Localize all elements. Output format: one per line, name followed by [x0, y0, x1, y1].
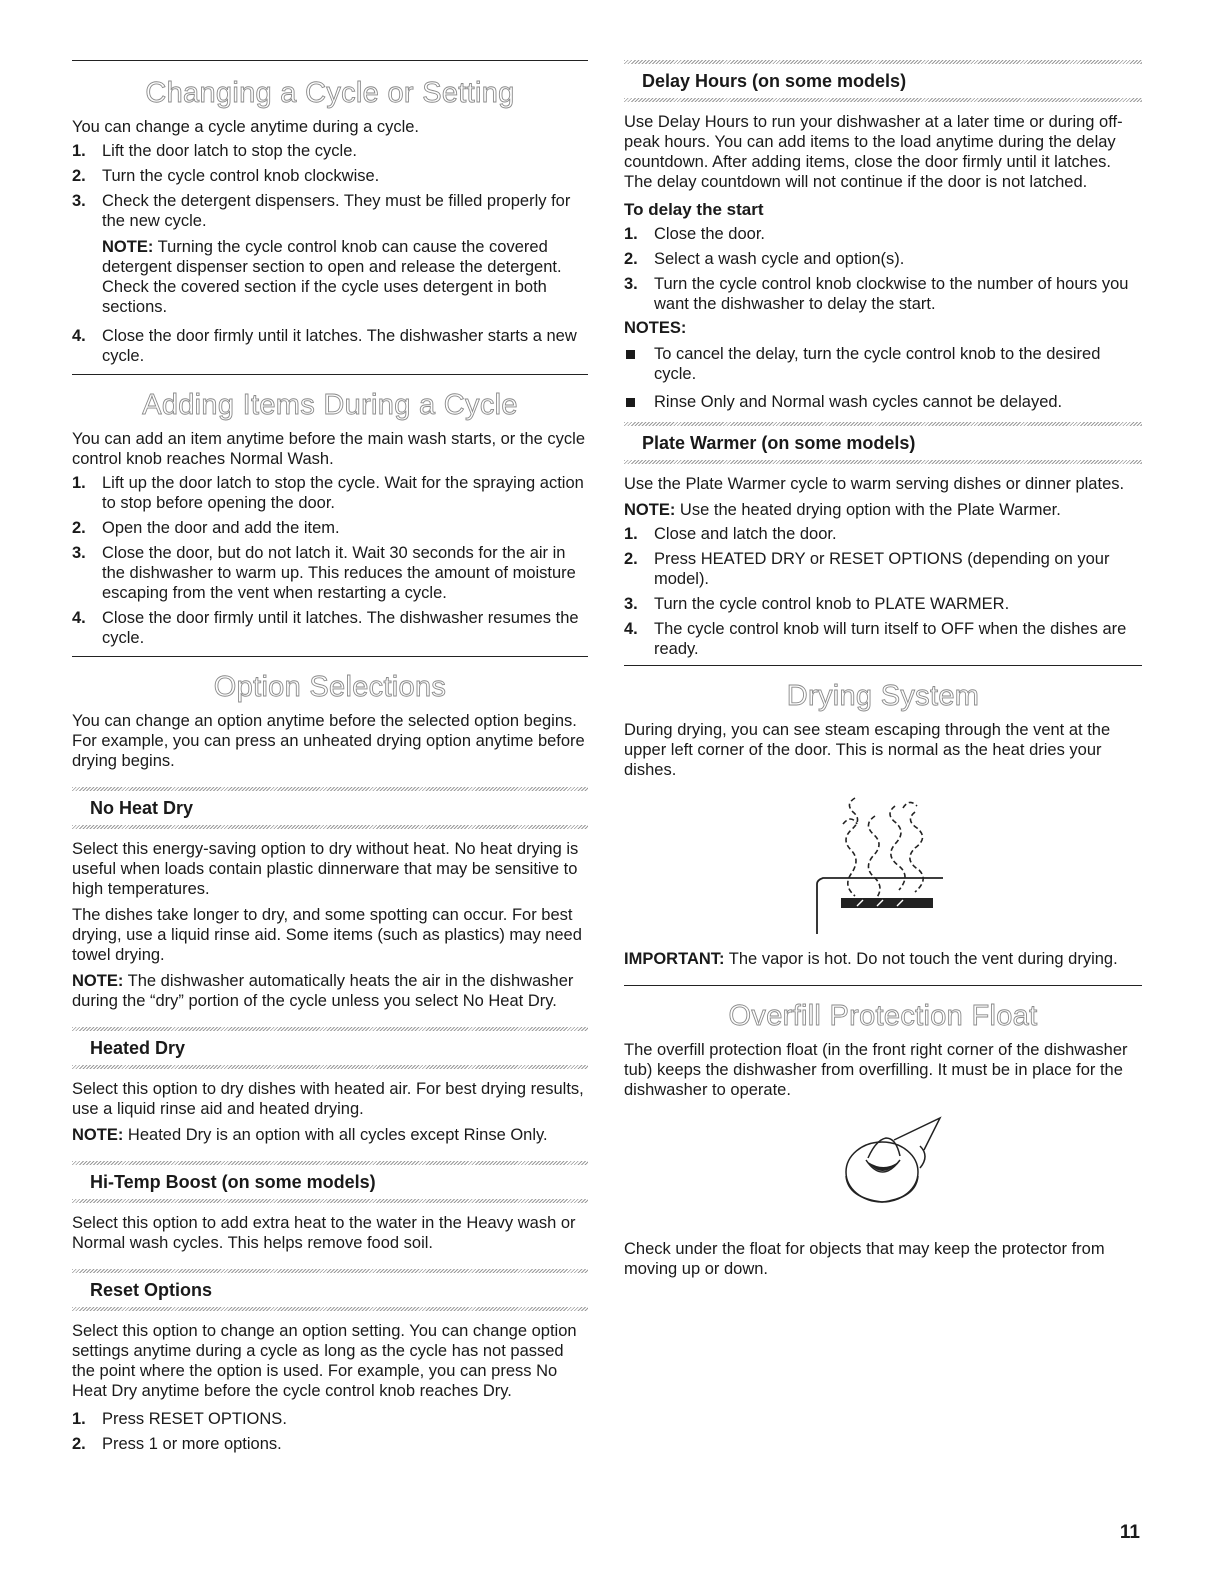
plate-note: NOTE: Use the heated drying option with the Plate Warmer.	[624, 501, 1061, 519]
steam-vent-icon	[803, 788, 963, 938]
hatched-rule	[72, 825, 588, 829]
list-item: 1. Close the door.	[624, 225, 765, 243]
delay-notes-heading: NOTES:	[624, 319, 687, 337]
list-item: 1. Close and latch the door.	[624, 525, 837, 543]
plate-steps	[624, 524, 1142, 659]
list-item: 4. Close the door firmly until it latches. The dishwasher resumes the cycle.	[72, 609, 579, 647]
drying-important: IMPORTANT: The vapor is hot. Do not touch the vent during drying.	[624, 950, 1118, 968]
list-item: 1. Lift up the door latch to stop the cycle. Wait for the spraying action to stop before opening the door.	[72, 474, 584, 512]
list-item: 2. Select a wash cycle and option(s).	[624, 250, 905, 268]
section-title-drying-system: Drying System	[786, 680, 980, 712]
list-item: 2. Press 1 or more options.	[72, 1435, 282, 1453]
bullet-icon	[624, 392, 654, 412]
hitemp-p1: Select this option to add extra heat to the water in the Heavy wash or Normal wash cycles. This helps remove food soil.	[72, 1214, 576, 1252]
subsection-heading: Reset Options	[90, 1280, 213, 1300]
subsection-delay-hours	[624, 60, 1142, 102]
list-item: 2. Open the door and add the item.	[72, 519, 340, 537]
section-title-adding-items: Adding Items During a Cycle	[142, 389, 518, 421]
no-heat-note: NOTE: The dishwasher automatically heats the air in the dishwasher during the “dry” portion of the cycle unless you select No Heat Dry.	[72, 972, 574, 1010]
hatched-rule	[72, 1065, 588, 1069]
adding-intro: You can add an item anytime before the main wash starts, or the cycle control knob reaches Normal Wash.	[72, 430, 585, 468]
list-item: 4. The cycle control knob will turn itself to OFF when the dishes are ready.	[624, 620, 1127, 658]
reset-p1: Select this option to change an option setting. You can change option settings anytime during a cycle as long as the cycle has not passed the point where the option is used. For example, you can press No Heat Dry anytime before the cycle control knob reaches Dry.	[72, 1322, 577, 1400]
list-item: 3. Turn the cycle control knob clockwise to the number of hours you want the dishwasher to delay the start.	[624, 275, 1129, 313]
changing-intro: You can change a cycle anytime during a cycle.	[72, 118, 420, 136]
section-title-overfill-float: Overfill Protection Float	[728, 1000, 1038, 1032]
reset-steps	[72, 1409, 588, 1454]
float-icon	[808, 1116, 958, 1216]
subsection-hi-temp-boost	[72, 1161, 588, 1203]
hatched-rule	[72, 1199, 588, 1203]
no-heat-p1: Select this energy-saving option to dry without heat. No heat drying is useful when loads contain plastic dinnerware that may be sensitive to high temperatures.	[72, 840, 579, 898]
list-item: 1. Press RESET OPTIONS.	[72, 1410, 287, 1428]
list-item: 3. Check the detergent dispensers. They must be filled properly for the new cycle. NOTE: Turning the cycle control knob can cause the covered detergent dispenser section to open and release the detergent. Check the covered section if the cycle uses detergent in both sections.	[72, 191, 588, 321]
options-intro: You can change an option anytime before the selected option begins. For example, you can press an unheated drying option anytime before drying begins.	[72, 712, 585, 770]
delay-steps	[624, 224, 1142, 314]
list-item: 3. Turn the cycle control knob to PLATE WARMER.	[624, 595, 1010, 613]
hatched-rule	[624, 98, 1142, 102]
subsection-plate-warmer	[624, 422, 1142, 464]
section-title-option-selections: Option Selections	[213, 671, 447, 703]
subsection-no-heat-dry	[72, 787, 588, 829]
changing-steps	[72, 141, 588, 366]
plate-p1: Use the Plate Warmer cycle to warm serving dishes or dinner plates.	[624, 475, 1125, 493]
overfill-float-illustration	[624, 1116, 1142, 1221]
list-item: 2. Turn the cycle control knob clockwise.	[72, 167, 380, 185]
no-heat-p2: The dishes take longer to dry, and some spotting can occur. For best drying, use a liquid rinse aid. Some items (such as plastics) may need towel drying.	[72, 906, 582, 964]
section-rule	[72, 656, 588, 657]
subsection-heading: Hi-Temp Boost (on some models)	[90, 1172, 376, 1192]
list-item: 3. Close the door, but do not latch it. Wait 30 seconds for the air in the dishwasher to warm up. This reduces the amount of moisture escaping from the vent when restarting a cycle.	[72, 544, 576, 602]
list-item: 2. Press HEATED DRY or RESET OPTIONS (depending on your model).	[624, 550, 1110, 588]
section-title-changing-cycle: Changing a Cycle or Setting	[145, 77, 515, 109]
bullet-icon	[624, 344, 654, 384]
list-item: 4. Close the door firmly until it latches. The dishwasher starts a new cycle.	[72, 327, 577, 365]
delay-start-heading: To delay the start	[624, 200, 764, 219]
list-item: Rinse Only and Normal wash cycles cannot be delayed.	[624, 392, 1142, 412]
changing-note: NOTE: Turning the cycle control knob can cause the covered detergent dispenser section to open and release the detergent. Check the covered section if the cycle uses detergent in both sections.	[102, 238, 562, 316]
hatched-rule	[72, 1307, 588, 1311]
hatched-rule	[624, 460, 1142, 464]
list-item: To cancel the delay, turn the cycle control knob to the desired cycle.	[624, 344, 1142, 384]
heated-note: NOTE: Heated Dry is an option with all cycles except Rinse Only.	[72, 1126, 548, 1144]
vent-steam-illustration	[624, 788, 1142, 943]
delay-notes	[624, 344, 1142, 412]
section-rule	[624, 665, 1142, 666]
delay-p1: Use Delay Hours to run your dishwasher at a later time or during off-peak hours. You can add items to the load anytime during the delay countdown. After adding items, close the door firmly until it latches. The delay countdown will not continue if the door is not latched.	[624, 113, 1123, 191]
subsection-heading: Plate Warmer (on some models)	[642, 433, 916, 453]
subsection-heading: Heated Dry	[90, 1038, 186, 1058]
drying-p1: During drying, you can see steam escaping through the vent at the upper left corner of the door. This is normal as the heat dries your dishes.	[624, 721, 1111, 779]
overfill-p1: The overfill protection float (in the front right corner of the dishwasher tub) keeps the dishwasher from overfilling. It must be in place for the dishwasher to operate.	[624, 1041, 1128, 1099]
heated-p1: Select this option to dry dishes with heated air. For best drying results, use a liquid rinse aid and heated drying.	[72, 1080, 584, 1118]
adding-steps	[72, 473, 588, 648]
subsection-reset-options	[72, 1269, 588, 1311]
subsection-heading: No Heat Dry	[90, 798, 194, 818]
overfill-p2: Check under the float for objects that may keep the protector from moving up or down.	[624, 1240, 1105, 1278]
list-item: 1. Lift the door latch to stop the cycle.	[72, 142, 357, 160]
subsection-heated-dry	[72, 1027, 588, 1069]
page-number: 11	[1119, 1522, 1140, 1543]
section-rule	[72, 374, 588, 375]
section-rule	[72, 60, 588, 61]
section-rule	[624, 985, 1142, 986]
subsection-heading: Delay Hours (on some models)	[642, 71, 907, 91]
right-column	[624, 60, 1142, 1279]
left-column	[72, 60, 588, 1459]
